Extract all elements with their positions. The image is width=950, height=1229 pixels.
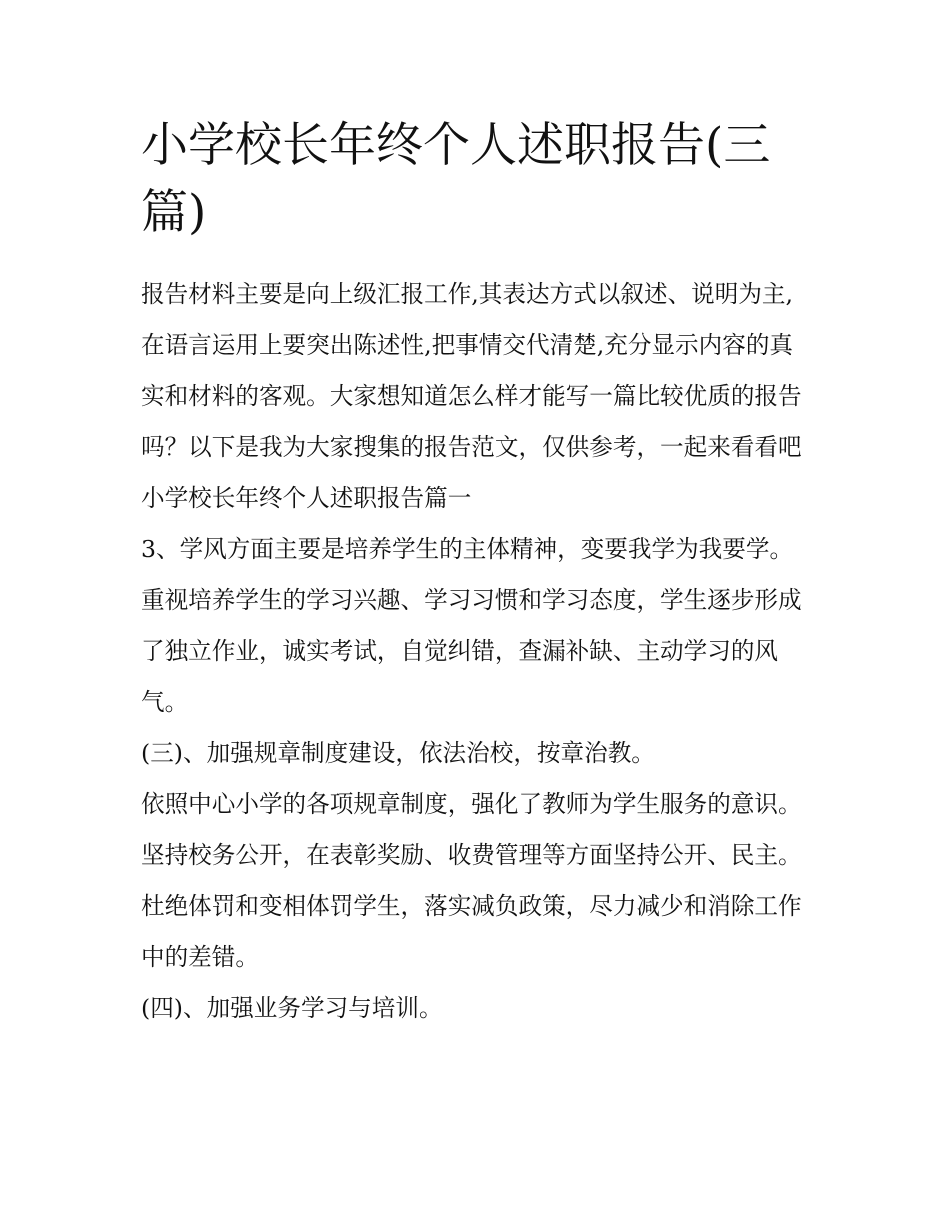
document-content	[141, 112, 813, 1034]
document-title: 小学校长年终个人述职报告(三篇)	[141, 118, 771, 240]
study-style-paragraph: 3、学风方面主要是培养学生的主体精神，变要我学为我要学。重视培养学生的学习兴趣、学习习惯和学习态度，学生逐步形成了独立作业，诚实考试，自觉纠错，查漏补缺、主动学习的风气。	[141, 535, 802, 716]
intro-paragraph: 报告材料主要是向上级汇报工作,其表达方式以叙述、说明为主,在语言运用上要突出陈述性,把事情交代清楚,充分显示内容的真实和材料的客观。大家想知道怎么样才能写一篇比较优质的报告吗？以下是我为大家搜集的报告范文，仅供参考，一起来看看吧	[141, 280, 802, 461]
rules-paragraph: 依照中心小学的各项规章制度，强化了教师为学生服务的意识。坚持校务公开，在表彰奖励、收费管理等方面坚持公开、民主。杜绝体罚和变相体罚学生，落实减负政策，尽力减少和消除工作中的差错。	[141, 790, 802, 971]
section-heading-part-one: 小学校长年终个人述职报告篇一	[141, 484, 472, 512]
rules-heading: (三)、加强规章制度建设，依法治校，按章治教。	[141, 739, 655, 767]
training-heading: (四)、加强业务学习与培训。	[141, 994, 443, 1022]
